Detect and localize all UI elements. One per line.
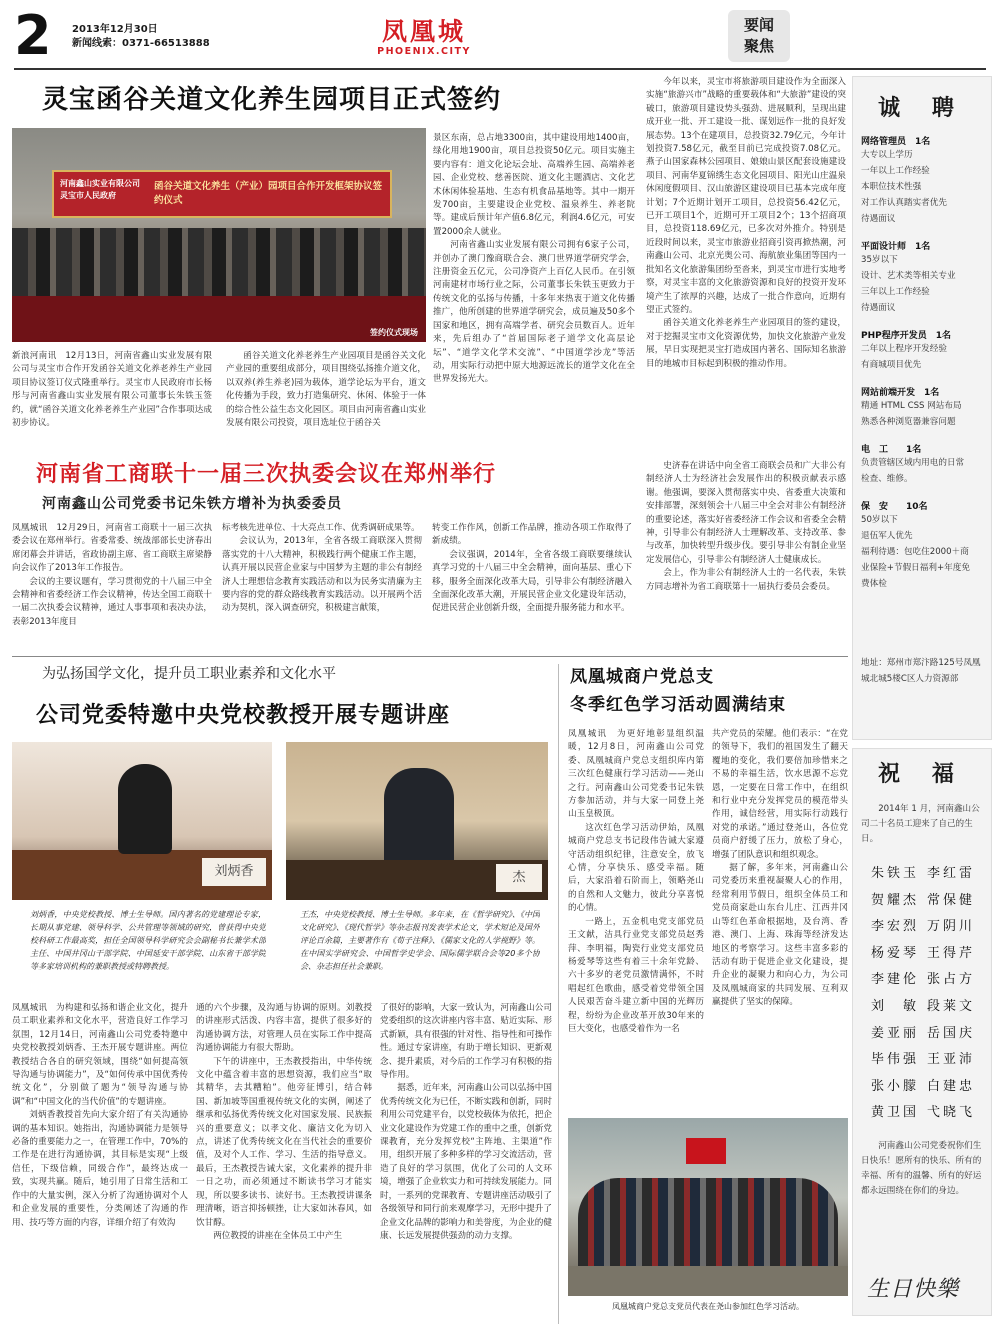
signing-table <box>12 296 426 342</box>
job-requirement: 设计、艺术类等相关专业 <box>861 271 956 281</box>
story1-col4: 今年以来，灵宝市将旅游项目建设作为全面深入实施“旅游兴市”战略的重要载体和“大旅游”建设的突破口，旅游项目建设势头强劲、进展顺利，呈现出建成开业一批、开工建设一批、谋划远作一批的良好发展态势。13个在建项目，总投资32.79亿元，今年计划投资7.58亿元，截至目前已完成投资7.08亿元。燕子山国家森林公园项目、娘娘山景区配套设施建设项目、河南华夏锦绣生态文化园项目、阳光山庄温泉休闲度假项目、汉山旅游区建设项目已基本完成年度计划；7个近期计划开工项目，总投资56.42亿元，已开工项目1个，近期可开工项目2个；13个招商项目，总投资118.69亿元，已多次对外推介。特别是近段时间以来，灵宝市旅游业招商引资再掀热潮，河南鑫山公司、北京光奥公司、海航旅业集团等国内一批知名文化旅游集团纷至沓来，到灵宝市进行实地考察，对灵宝丰富的文化旅游资源和良好的投资开发环境产生了浓厚的兴趣，达成了一批合作意向，近期有望正式签约。 函谷关道文化养老养生产业园项目的签约建设，对于挖掘灵宝市文化资源优势，加快文化旅游产业发展，早日实现把灵宝打造成国内著名、国际知名旅游目的地城市目标起到积极的推动作用。 <box>646 77 846 369</box>
blessing-title: 祝 福 <box>878 762 966 787</box>
story3-kicker: 为弘扬国学文化，提升员工职业素养和文化水平 <box>42 666 336 682</box>
page-number: 2 <box>14 4 52 67</box>
lecturer-figure <box>118 764 172 854</box>
job-requirement: 待遇面议 <box>861 214 896 224</box>
birthday-name: 黄卫国 <box>871 1105 920 1121</box>
group-photo-caption: 凤凰城商户党总支党员代表在尧山参加红色学习活动。 <box>612 1302 804 1311</box>
job-title: 电 工 1名 <box>861 445 922 455</box>
job-requirement: 费体检 <box>861 579 887 589</box>
birthday-name: 朱铁玉 <box>871 866 920 881</box>
story4-col2: 共产党员的荣耀。他们表示：“在党的领导下，我们的祖国发生了翻天覆地的变化，我们要倍加珍惜来之不易的幸福生活，饮水思源不忘党恩，一定要在日常工作中，在组织和行业中充分发挥党员的模范带头作用，诚信经营，用实际行动践行对党的承诺。”通过登尧山，各位党员商户舒缓了压力，放松了身心，增强了团队意识和组织观念。 据了解，多年来，河南鑫山公司党委历来重视凝聚人心的作用，经常利用节假日，组织全体员工和党员商家赴山东台儿庄、江西井冈山等红色革命根据地，及台湾、香港、澳门、上海、珠海等经济发达地区的考察学习。这些丰富多彩的活动有助于促进企业文化建设，提升企业的凝聚力和向心力，为公司及凤凰城商家的共同发展、互利双赢提供了坚实的保障。 <box>712 729 848 1008</box>
birthday-name: 李宏烈 <box>871 919 920 935</box>
job-requirement: 有商城项目优先 <box>861 360 922 370</box>
job-requirement: 负责管辖区域内用电的日常 <box>861 458 965 468</box>
masthead <box>0 0 1000 78</box>
blessing-outro: 河南鑫山公司党委祝你们生日快乐！愿所有的快乐、所有的幸福、所有的温馨、所有的好运都永远围绕在你们的身边。 <box>861 1140 982 1196</box>
blessing-intro: 2014年 1 月，河南鑫山公司二十名员工迎来了自己的生日。 <box>861 804 980 844</box>
group-people <box>578 1178 838 1268</box>
job-requirement: 对工作认真踏实者优先 <box>861 198 947 208</box>
birthday-name: 张小朦 <box>871 1078 920 1094</box>
lecturer-liu-photo <box>12 742 272 900</box>
birthday-name: 岳国庆 <box>927 1025 976 1041</box>
job-requirement: 二年以上程序开发经验 <box>861 344 947 354</box>
birthday-name: 贺耀杰 <box>871 892 920 908</box>
logo-chinese: 凤凰城 <box>381 17 466 46</box>
story3-col2: 通的六个步骤，及沟通与协调的原则。刘教授的讲座形式活泼、内容丰富，提供了很多好的沟通协调方法，对管理人员在实际工作中提高沟通协调能力有很大帮助。 下午的讲座中，王杰教授指出，中华传统文化中蕴含着丰富的思想资源，我们应当“取其精华，去其糟粕”。他旁征博引，结合韩国、新加坡等国重视传统文化的实例，阐述了继承和弘扬优秀传统文化对国家发展、民族振兴的重要意义；以孝文化、廉洁文化为切入点，讲述了优秀传统文化在当代社会的重要价值，及对个人工作、学习、生活的指导意义。最后，王杰教授告诫大家，文化素养的提升非一日之功，而必须通过不断读书学习才能实现，所以要多读书、读好书。王杰教授讲课条理清晰，语言抑扬顿挫，让大家如沐春风，如饮甘醇。 两位教授的讲座在全体员工中产生 <box>196 1003 372 1241</box>
job-title: PHP程序开发员 1名 <box>861 331 951 341</box>
birthday-name: 姜亚丽 <box>871 1025 920 1041</box>
news-hotline: 新闻线索：0371-66513888 <box>72 38 210 49</box>
birthday-art: 生日快樂 <box>867 1277 960 1302</box>
section-tag: 要闻 聚焦 <box>728 10 790 62</box>
birthday-name: 刘 敏 <box>871 998 920 1014</box>
story3-col3: 了很好的影响，大家一致认为，河南鑫山公司党委组织的这次讲座内容丰富、贴近实际、形式新颖，具有很强的针对性、指导性和可操作性。通过专家讲座，有助于增长知识、更新观念、提升素质，对今后的工作学习有积极的指导作用。 据悉，近年来，河南鑫山公司以弘扬中国优秀传统文化为已任，不断实践和创新，同时利用公司党建平台，以党校载体为依托，把企业文化建设作为党建工作的重中之重，创新党课教育，充分发挥党校“主阵地、主渠道”作用，组织开展了多种多样的学习交流活动，营造了良好的学习氛围，优化了公司的人文环境，增强了企业软实力和可持续发展能力。同时，一系列的党课教育、专题讲座活动吸引了各级领导和同行前来观摩学习，无形中提升了企业文化品牌的影响力和美誉度，为企业的健康、长远发展提供强劲的动力支撑。 <box>380 1003 552 1241</box>
party-flag <box>686 1138 726 1164</box>
photo-caption: 签约仪式现场 <box>370 328 418 337</box>
story4-col1: 凤凰城讯 为更好地彰显组织温暖，12月8日，河南鑫山公司党委、凤凰城商户党总支组织库内第三次红色健康行学习活动——尧山之行。河南鑫山公司党委书记朱铁方参加活动，并与大家一同登上尧山玉皇极顶。 这次红色学习活动伊始，凤凰城商户党总支书记段伟告诫大家遵守活动组织纪律，注意安全，放飞心情，分享快乐、感受幸福。随后，大家沿着石阶而上，领略尧山的自然和人文魅力，彼此分享喜悦的心情。 一路上，五金机电党支部党员王文献，洁具行业党支部党员赵秀萍、李明福，陶瓷行业党支部党员杨爱琴等这些有着三十余年党龄、六十多岁的老党员激情满怀，不时唱起红色歌曲，感受着党带领全国人民艰苦奋斗建立新中国的光辉历程，纷纷为企业改革开放30年来的巨大变化，也感受着作为一名 <box>568 729 704 1034</box>
job-requirement: 一年以上工作经验 <box>861 166 930 176</box>
story2-col4: 史济春在讲话中向全省工商联会员和广大非公有制经济人士为经济社会发展作出的积极贡献表示感谢。他强调，要深入贯彻落实中央、省委重大决策和安排部署，深刻领会十八届三中全会对非公有制经济的重要论述，落实好省委经济工作会议和省委全会精神，引导非公有制经济人士理解改革、支持改革、参与改革，加快转型升级步伐。要引导非公有制企业坚定发展信心，引导非公有制经济人士健康成长。 会上，作为非公有制经济人士的一名代表，朱铁方同志增补为省工商联第十一届执行委员会委员。 <box>646 461 846 592</box>
caption-liu: 刘炳香，中央党校教授、博士生导师。国内著名的党建理论专家，长期从事党建、领导科学、公共管理等领域的研究，曾获得中央党校科研工作最高奖，担任全国领导科学研究会会副秘书长兼学术部主任、中国井冈山干部学院、中国延安干部学院、山东省干部学院等多家培训机构的兼职教授或特聘教授。 <box>30 910 266 971</box>
lecturer-figure-2 <box>384 768 454 868</box>
story4-headline-1: 凤凰城商户党总支 <box>570 667 714 687</box>
job-title: 平面设计师 1名 <box>861 242 931 252</box>
job-requirement: 精通 HTML CSS 网站布局 <box>861 401 962 411</box>
issue-date: 2013年12月30日 <box>72 24 158 35</box>
story1-col3: 景区东南，总占地3300亩，其中建设用地1400亩，绿化用地1900亩，项目总投资50亿元。项目实施主要内容有：道文化论坛会址、高端养生园、高端养老园、企业党校、慈善医院、道文化主题酒店、文化艺术休闲体验基地、生态有机食品基地等。其中一期开发700亩，主要建设企业党校、温泉养生、养老院等。建成后预计年产值6.8亿元，利润4.6亿元，可安置2000余人就业。 河南省鑫山实业发展有限公司拥有6家子公司，并创办了澳门豫商联合会、澳门世界道学研究学会，注册资金五亿元，公司净资产上百亿人民币。在引领河南建材市场行业之际，公司董事长朱铁玉更致力于传统文化的弘扬与传播，十多年来热衷于道文化传播推广，他所创建的世界道学研究会，成员遍及50多个国家和地区，拥有高端学者、研究会员数百人。近年来，先后组办了“首届国际老子道学文化高层论坛”、“道学文化学术交流”、“中国道学沙龙”等活动，用实际行动把中原大地源远流长的道学文化在全世界发扬光大。 <box>433 133 635 385</box>
birthday-name: 毕伟强 <box>871 1052 920 1068</box>
job-requirement: 退伍军人优先 <box>861 531 913 541</box>
caption-wang: 王杰，中央党校教授、博士生导师。多年来，在《哲学研究》、《中国文化研究》、《现代哲学》等杂志报刊发表学术论文，学术短论及国外评论百余篇，主要著作有《荀子注释》、《儒家文化的人学视野》等。在中国实学研究会、中国哲学史学会、国际儒学联合会等20多个协会、杂志担任社会兼职。 <box>300 910 540 971</box>
birthday-name: 万阴川 <box>927 919 976 935</box>
logo-english: PHOENIX.CITY <box>377 46 471 57</box>
story2-col2: 标考核先进单位、十大亮点工作、优秀调研成果等。 会议认为，2013年，全省各级工商联深入贯彻落实党的十八大精神，积极践行两个健康工作主题，认真开展以民营企业家与中国梦为主题的非公有制经济人士理想信念教育实践活动和以为民务实清廉为主要内容的党的群众路线教育实践活动。以开展两个活动为契机，深入调查研究，积极建言献策， <box>222 523 422 614</box>
job-list <box>861 134 983 592</box>
hr-address: 地址：郑州市郑汴路125号凤凰城北城5楼C区人力资源部 <box>861 658 981 684</box>
birthday-name: 王得芹 <box>927 945 976 961</box>
story1-headline: 灵宝函谷关道文化养生园项目正式签约 <box>42 85 502 115</box>
birthday-names <box>861 861 983 1127</box>
birthday-name: 李建伦 <box>871 972 920 988</box>
story3-col1: 凤凰城讯 为构建和弘扬和谐企业文化，提升员工职业素养和文化水平，营造良好工作学习氛围，12月14日，河南鑫山公司党委特邀中央党校教授刘炳香、王杰开展专题讲座。两位教授结合各自的研究领域，围绕“如何提高领导沟通与协调能力”，及“如何传承中国优秀传统文化”，分别做了题为“领导沟通与协调”和“中国文化的当代价值”的专题讲座。 刘炳香教授首先向大家介绍了有关沟通协调的基本知识。她指出，沟通协调能力是领导必备的重要能力之一，在管理工作中，70%的工作是在进行沟通协调，其目标是实现“上级信任，下级信赖，同级合作”，最终达成一致，实现共赢。随后，她引用了日常生活和工作中的大量实例，深入分析了沟通协调对个人和企业发展的重要性，分类阐述了沟通的作用、技巧等方面的内容，详细介绍了有效沟 <box>12 1003 188 1228</box>
story2-headline: 河南省工商联十一届三次执委会议在郑州举行 <box>36 462 497 487</box>
job-requirement: 待遇面议 <box>861 303 896 313</box>
birthday-name: 杨爱琴 <box>871 945 920 961</box>
name-plate: 刘炳香 <box>202 858 266 886</box>
lecturer-wang-photo <box>286 742 548 900</box>
birthday-name: 常保健 <box>927 892 976 908</box>
signing-ceremony-photo <box>12 128 426 342</box>
audience-silhouettes <box>12 228 426 298</box>
job-requirement: 业保险+节假日福利+年度免 <box>861 563 970 573</box>
job-title: 保 安 10名 <box>861 502 928 512</box>
group-photo <box>568 1118 848 1296</box>
birthday-name: 张占方 <box>927 972 976 988</box>
story2-col1: 凤凰城讯 12月29日，河南省工商联十一届三次执委会议在郑州举行。省委常委、统战部部长史济春出席闭幕会并讲话，省政协副主席、省工商联主席梁静向会议作了2013年工作报告。 会议的主要议题有，学习贯彻党的十八届三中全会精神和省委经济工作会议精神，传达全国工商联十一届二次执委会议精神，通过人事事项和表决办法，表彰2013年度目 <box>12 523 212 627</box>
birthday-name: 弋晓飞 <box>927 1105 976 1121</box>
column-rule <box>558 664 559 1324</box>
story2-col3: 转变工作作风，创新工作品牌，推动各项工作取得了新成绩。 会议强调，2014年，全省各级工商联要继续认真学习党的十八届三中全会精神，面向基层、重心下移，服务全面深化改革大局，引导非公有制经济融入全面深化改革大潮，开展民营企业文化建设年活动，促进民营企业创新升级，全面提升服务能力和水平。 <box>432 523 632 614</box>
birthday-name: 白建忠 <box>927 1078 976 1094</box>
rocks <box>568 1266 848 1296</box>
phoenix-city-logo <box>364 18 484 57</box>
job-requirement: 本职位技术性强 <box>861 182 922 192</box>
job-requirement: 检查、维修。 <box>861 474 913 484</box>
job-requirement: 三年以上工作经验 <box>861 287 930 297</box>
birthday-name: 段莱文 <box>927 998 976 1014</box>
story2-subhead: 河南鑫山公司党委书记朱铁方增补为执委委员 <box>42 496 342 512</box>
story3-headline: 公司党委特邀中央党校教授开展专题讲座 <box>36 703 451 728</box>
job-requirement: 50岁以下 <box>861 515 898 525</box>
section-divider <box>12 656 848 657</box>
recruitment-title: 诚 聘 <box>878 96 966 121</box>
story4-headline-2: 冬季红色学习活动圆满结束 <box>570 695 786 715</box>
job-title: 网站前端开发 1名 <box>861 388 940 398</box>
job-requirement: 熟悉各种浏览器兼容问题 <box>861 417 956 427</box>
birthday-box <box>852 748 992 1316</box>
birthday-name: 李红雷 <box>927 866 976 881</box>
recruitment-box <box>852 76 992 740</box>
job-requirement: 35岁以下 <box>861 255 898 265</box>
story1-col2: 函谷关道文化养老养生产业园项目是函谷关文化产业园的重要组成部分，项目围绕弘扬推介道文化，以双养(养生养老)园为载体，道学论坛为平台，道文化传播为手段，致力打造集研究、休闲、体验于一体的综合性公益生态文化园区。项目由河南省鑫山实业发展有限公司投资，项目选址位于函谷关 <box>226 351 426 429</box>
name-plate-2: 杰 <box>496 864 542 892</box>
job-title: 网络管理员 1名 <box>861 137 931 147</box>
job-requirement: 福利待遇：包吃住2000＋商 <box>861 547 969 557</box>
masthead-rule <box>14 68 986 70</box>
photo-banner: 河南鑫山实业有限公司 灵宝市人民政府 函谷关道文化养生（产业）园项目合作开发框架协议签约仪式 <box>52 170 392 218</box>
story1-col1: 新浪河南讯 12月13日，河南省鑫山实业发展有限公司与灵宝市合作开发函谷关道文化养老养生产业园项目协议签订仪式隆重举行。灵宝市人民政府市长杨彤与河南省鑫山实业发展有限公司董事长朱铁玉签约，就“函谷关道文化养老养生产业园”合作事项达成初步协议。 <box>12 351 212 429</box>
birthday-name: 王亚沛 <box>927 1052 976 1068</box>
job-requirement: 大专以上学历 <box>861 150 913 160</box>
